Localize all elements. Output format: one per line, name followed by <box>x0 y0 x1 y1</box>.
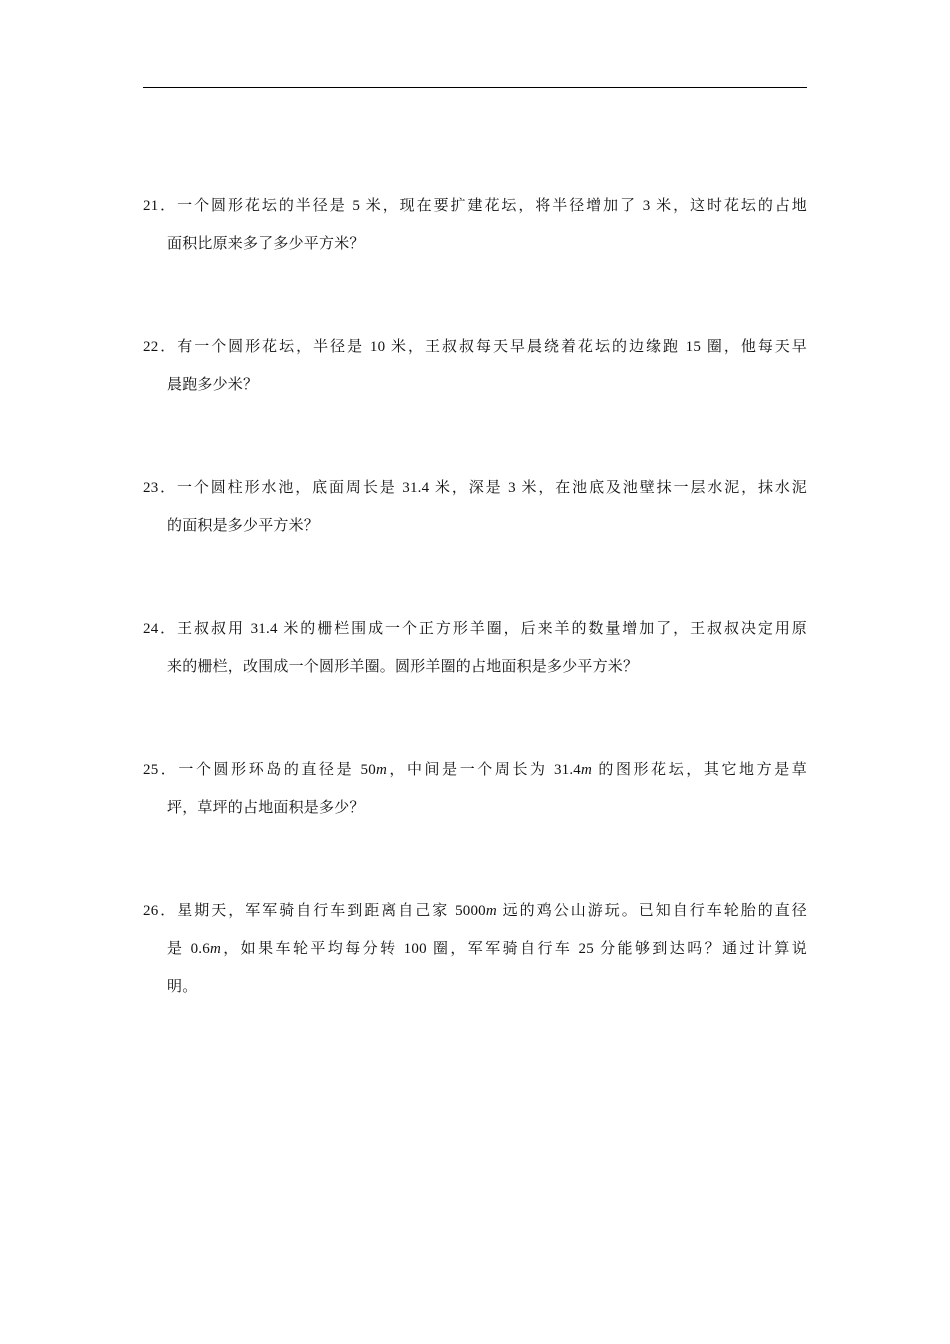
question-26 <box>143 892 807 1006</box>
question-text: 王叔叔用 31.4 米的栅栏围成一个正方形羊圈，后来羊的数量增加了，王叔叔决定用原 <box>177 621 807 637</box>
question-number: 26． <box>143 903 178 919</box>
question-21 <box>143 187 807 263</box>
question-text: 一个圆形花坛的半径是 5 米，现在要扩建花坛，将半径增加了 3 米，这时花坛的占地 <box>177 198 807 214</box>
header-rule <box>143 87 807 88</box>
question-text: 星期天，军军骑自行车到距离自己家 5000m 远的鸡公山游玩。已知自行车轮胎的直径 <box>177 903 807 919</box>
question-line: 来的栅栏，改围成一个圆形羊圈。圆形羊圈的占地面积是多少平方米？ <box>167 659 639 675</box>
question-23 <box>143 469 807 545</box>
question-line: 面积比原来多了多少平方米？ <box>167 236 365 252</box>
question-number: 21． <box>143 198 178 214</box>
question-line: 晨跑多少米？ <box>167 377 259 393</box>
question-line: 的面积是多少平方米？ <box>167 518 320 534</box>
question-24 <box>143 610 807 686</box>
question-text: 一个圆柱形水池，底面周长是 31.4 米，深是 3 米，在池底及池壁抹一层水泥，抹水泥 <box>177 480 807 496</box>
question-line: 是 0.6m，如果车轮平均每分转 100 圈，军军骑自行车 25 分能够到达吗？通过计算说 <box>167 941 807 957</box>
question-line <box>143 328 807 366</box>
question-line <box>143 469 807 507</box>
question-line <box>143 892 807 930</box>
question-text: 有一个圆形花坛，半径是 10 米，王叔叔每天早晨绕着花坛的边缘跑 15 圈，他每天早 <box>177 339 808 355</box>
question-line <box>143 751 807 789</box>
question-25 <box>143 751 807 827</box>
question-text: 一个圆形环岛的直径是 50m，中间是一个周长为 31.4m 的图形花坛，其它地方是草 <box>178 762 807 778</box>
question-number: 24． <box>143 621 178 637</box>
question-line: 坪，草坪的占地面积是多少？ <box>167 800 365 816</box>
question-number: 22． <box>143 339 178 355</box>
question-number: 25． <box>143 762 179 778</box>
question-22 <box>143 328 807 404</box>
question-number: 23． <box>143 480 177 496</box>
question-line: 明。 <box>167 979 198 995</box>
question-line <box>143 187 807 225</box>
question-line <box>143 610 807 648</box>
